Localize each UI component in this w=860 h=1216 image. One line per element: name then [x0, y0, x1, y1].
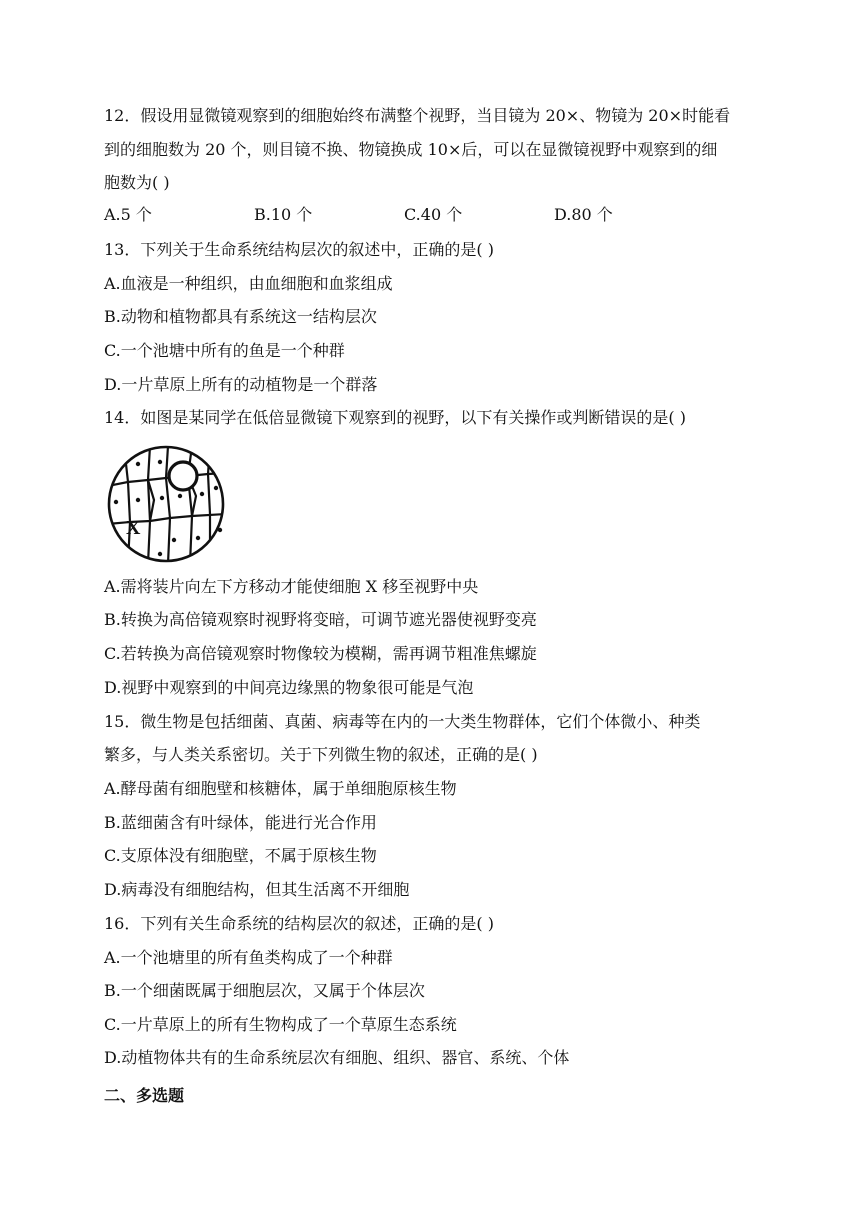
q15-option-a: A.酵母菌有细胞壁和核糖体，属于单细胞原核生物 [104, 779, 457, 798]
q13-option-a: A.血液是一种组织，由血细胞和血浆组成 [104, 274, 393, 293]
q13-option-b: B.动物和植物都具有系统这一结构层次 [104, 307, 377, 326]
q16-stem: 16．下列有关生命系统的结构层次的叙述，正确的是( ) [104, 914, 494, 933]
q15-option-d: D.病毒没有细胞结构，但其生活离不开细胞 [104, 880, 410, 899]
air-bubble [169, 462, 197, 490]
q13-option-c: C.一个池塘中所有的鱼是一个种群 [104, 341, 345, 360]
q16-option-d: D.动植物体共有的生命系统层次有细胞、组织、器官、系统、个体 [104, 1048, 570, 1067]
q14-stem: 14．如图是某同学在低倍显微镜下观察到的视野，以下有关操作或判断错误的是( ) [104, 408, 686, 427]
q12-stem-line-3: 胞数为( ) [104, 173, 170, 192]
q16-option-a: A.一个池塘里的所有鱼类构成了一个种群 [104, 948, 393, 967]
q13-option-d: D.一片草原上所有的动植物是一个群落 [104, 375, 378, 394]
q14-option-b: B.转换为高倍镜观察时视野将变暗，可调节遮光器使视野变亮 [104, 610, 537, 629]
q12-option-b: B.10 个 [254, 205, 313, 224]
q16-option-b: B.一个细菌既属于细胞层次，又属于个体层次 [104, 981, 425, 1000]
q15-option-b: B.蓝细菌含有叶绿体，能进行光合作用 [104, 813, 377, 832]
microscope-field-figure [104, 442, 228, 566]
q12-options [104, 205, 764, 225]
q15-option-c: C.支原体没有细胞壁，不属于原核生物 [104, 846, 377, 865]
q14-option-c: C.若转换为高倍镜观察时物像较为模糊，需再调节粗准焦螺旋 [104, 644, 537, 663]
cell-x-label: X [126, 517, 141, 539]
q12-stem-line-2: 到的细胞数为 20 个，则目镜不换、物镜换成 10×后，可以在显微镜视野中观察到的细 [104, 140, 718, 159]
q12-option-c: C.40 个 [404, 205, 463, 224]
q14-option-a: A.需将装片向左下方移动才能使细胞 X 移至视野中央 [104, 577, 479, 596]
section-heading: 二、多选题 [104, 1086, 185, 1105]
q12-option-a: A.5 个 [104, 205, 152, 224]
q15-stem-line-2: 繁多，与人类关系密切。关于下列微生物的叙述，正确的是( ) [104, 745, 538, 764]
q12-option-d: D.80 个 [554, 205, 613, 224]
q16-option-c: C.一片草原上的所有生物构成了一个草原生态系统 [104, 1015, 457, 1034]
q14-option-d: D.视野中观察到的中间亮边缘黑的物象很可能是气泡 [104, 678, 474, 697]
q12-stem-line-1: 12．假设用显微镜观察到的细胞始终布满整个视野，当目镜为 20×、物镜为 20×时能看 [104, 106, 731, 125]
q15-stem-line-1: 15．微生物是包括细菌、真菌、病毒等在内的一大类生物群体，它们个体微小、种类 [104, 712, 701, 731]
q13-stem: 13．下列关于生命系统结构层次的叙述中，正确的是( ) [104, 240, 494, 259]
